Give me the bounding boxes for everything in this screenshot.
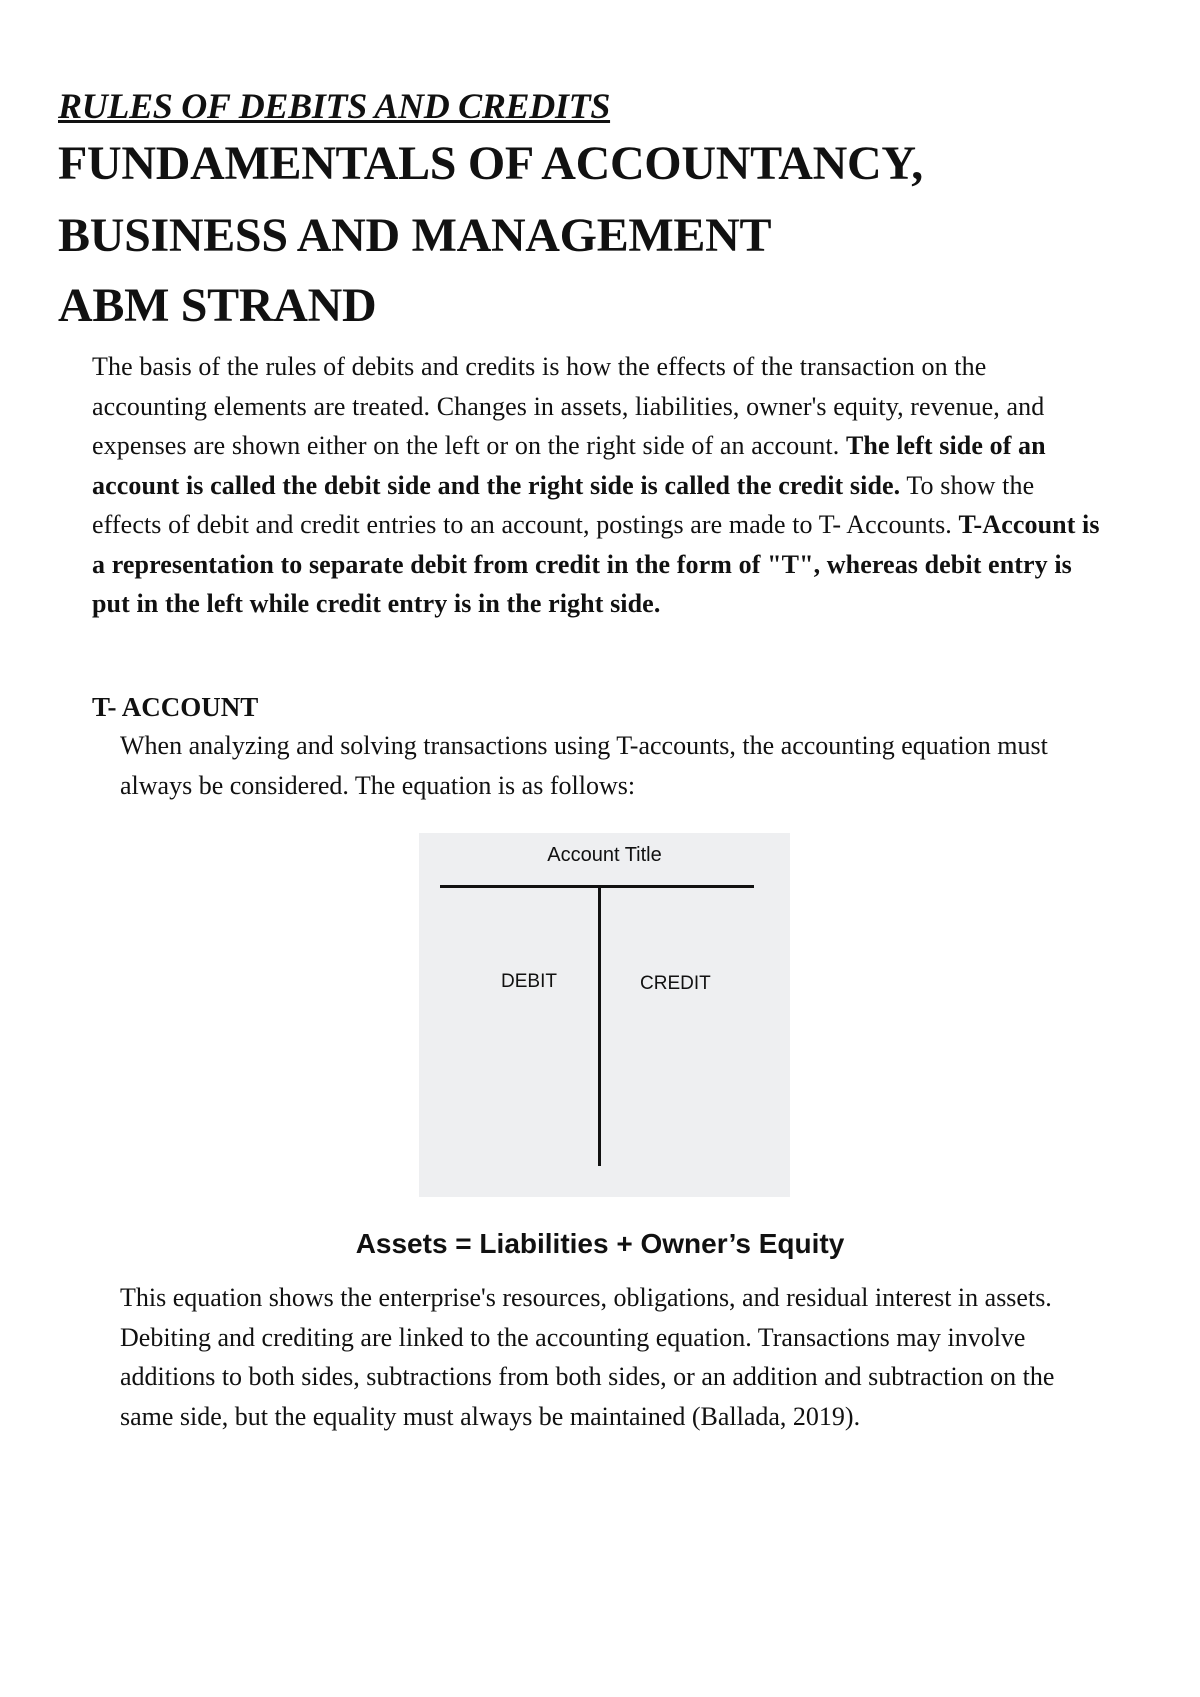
subject-heading-line-2: BUSINESS AND MANAGEMENT: [58, 209, 772, 262]
intro-text-part-3: To show the effects of debit and credit entries to an account, postings are made to T- Accounts.: [92, 470, 1035, 539]
intro-paragraph: [92, 347, 1102, 624]
subject-heading-line-1: FUNDAMENTALS OF ACCOUNTANCY,: [58, 137, 923, 190]
t-account-horizontal-line: [440, 885, 754, 888]
t-account-section-heading: T- ACCOUNT: [92, 692, 259, 722]
strand-heading: ABM STRAND: [58, 279, 377, 332]
intro-bold-t-account-definition: T-Account is a representation to separate debit from credit in the form of "T", whereas debit entry is put in the left while credit entry is in the right side.: [92, 510, 1100, 618]
t-account-title: Account Title: [547, 844, 662, 866]
accounting-equation: Assets = Liabilities + Owner’s Equity: [355, 1228, 845, 1259]
t-account-vertical-line: [598, 887, 601, 1166]
t-account-credit-label: CREDIT: [640, 973, 711, 994]
t-account-debit-label: DEBIT: [501, 971, 557, 992]
t-account-diagram: [419, 833, 790, 1197]
intro-text-part-1: The basis of the rules of debits and credits is how the effects of the transaction on the accounting elements are treated. Changes in assets, liabilities, owner's equity, revenue, and expenses are shown either on the left or on the right side of an account.: [92, 352, 1045, 460]
document-title: RULES OF DEBITS AND CREDITS: [58, 86, 611, 126]
intro-bold-debit-credit-definition: The left side of an account is called the debit side and the right side is called the credit side.: [92, 431, 1046, 500]
t-account-section-text: When analyzing and solving transactions using T-accounts, the accounting equation must always be considered. The equation is as follows:: [120, 731, 1048, 800]
closing-paragraph: This equation shows the enterprise's resources, obligations, and residual interest in assets. Debiting and crediting are linked to the accounting equation. Transactions may involve additions to both sides, subtractions from both sides, or an addition and subtraction on the same side, but the equality must always be maintained (Ballada, 2019).: [120, 1283, 1055, 1431]
